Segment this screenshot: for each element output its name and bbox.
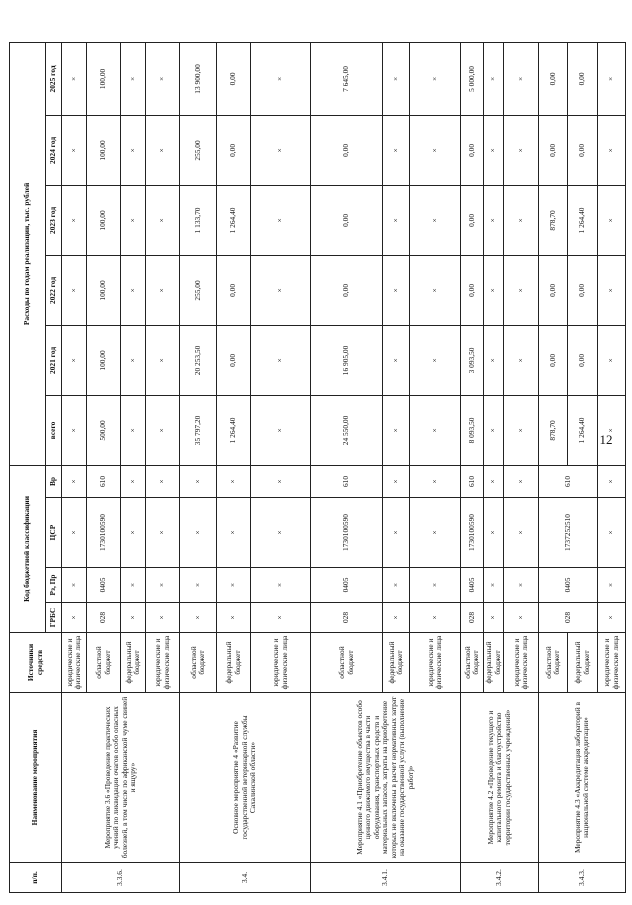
value-y2022: × bbox=[504, 255, 539, 325]
page-number: 12 bbox=[599, 432, 613, 447]
value-y2024: 0,00 bbox=[461, 115, 484, 185]
value-y2022: × bbox=[410, 255, 461, 325]
kbk-csr: 1730100590 bbox=[87, 498, 121, 568]
header-source: Источники средств bbox=[10, 633, 62, 693]
value-y2023: × bbox=[251, 185, 311, 255]
value-y2024: × bbox=[62, 115, 87, 185]
value-total: × bbox=[146, 395, 180, 465]
value-y2023: × bbox=[598, 185, 626, 255]
value-y2021: 0,00 bbox=[539, 325, 568, 395]
kbk-grbs: × bbox=[251, 603, 311, 633]
value-total: × bbox=[504, 395, 539, 465]
funding-source: юридические и физические лица bbox=[62, 633, 87, 693]
kbk-grbs: 028 bbox=[87, 603, 121, 633]
funding-source: юридические и физические лица bbox=[146, 633, 180, 693]
header-total: всего bbox=[46, 395, 62, 465]
table-row bbox=[311, 42, 383, 892]
value-y2022: 0,00 bbox=[311, 255, 383, 325]
value-total: 35 797,20 bbox=[180, 395, 217, 465]
kbk-vr: 610 bbox=[539, 465, 598, 497]
kbk-vr: × bbox=[504, 465, 539, 497]
value-y2023: 1 264,40 bbox=[568, 185, 598, 255]
kbk-rzpr: × bbox=[121, 568, 146, 603]
kbk-rzpr: × bbox=[484, 568, 504, 603]
value-y2022: × bbox=[484, 255, 504, 325]
kbk-grbs: × bbox=[484, 603, 504, 633]
kbk-rzpr: × bbox=[504, 568, 539, 603]
kbk-csr: × bbox=[383, 498, 410, 568]
kbk-grbs: 028 bbox=[311, 603, 383, 633]
kbk-vr: × bbox=[146, 465, 180, 497]
value-y2024: × bbox=[146, 115, 180, 185]
funding-source: федеральный бюджет bbox=[217, 633, 251, 693]
value-y2021: × bbox=[383, 325, 410, 395]
funding-source: федеральный бюджет bbox=[484, 633, 504, 693]
value-y2022: 100,00 bbox=[87, 255, 121, 325]
value-y2022: × bbox=[121, 255, 146, 325]
funding-source: юридические и физические лица bbox=[410, 633, 461, 693]
value-y2023: 100,00 bbox=[87, 185, 121, 255]
row-number: 3.4. bbox=[180, 863, 311, 893]
activity-name: Основное мероприятие 4 «Развитие государственной ветеринарной службы Сахалинской области» bbox=[180, 693, 311, 863]
activity-name: Мероприятие 3.6 «Проведение практических учений по ликвидации очагов особо опасных болезней, в том числе по африканской чуме свиней и ящуру» bbox=[62, 693, 180, 863]
value-y2021: 3 093,50 bbox=[461, 325, 484, 395]
header-2024: 2024 год bbox=[46, 115, 62, 185]
kbk-rzpr: × bbox=[383, 568, 410, 603]
table-row bbox=[539, 42, 568, 892]
value-y2025: × bbox=[146, 42, 180, 115]
funding-source: юридические и физические лица bbox=[598, 633, 626, 693]
value-y2021: × bbox=[504, 325, 539, 395]
rotated-table-area bbox=[9, 43, 621, 893]
table-row bbox=[62, 42, 87, 892]
value-y2023: × bbox=[410, 185, 461, 255]
header-2021: 2021 год bbox=[46, 325, 62, 395]
value-y2021: × bbox=[410, 325, 461, 395]
value-y2024: 255,00 bbox=[180, 115, 217, 185]
kbk-csr: × bbox=[62, 498, 87, 568]
value-y2022: × bbox=[146, 255, 180, 325]
value-y2022: 0,00 bbox=[217, 255, 251, 325]
value-y2023: 1 133,70 bbox=[180, 185, 217, 255]
row-number: 3.4.1. bbox=[311, 863, 461, 893]
kbk-rzpr: × bbox=[217, 568, 251, 603]
kbk-vr: 610 bbox=[461, 465, 484, 497]
kbk-grbs: × bbox=[180, 603, 217, 633]
kbk-rzpr: × bbox=[62, 568, 87, 603]
kbk-vr: × bbox=[484, 465, 504, 497]
kbk-csr: × bbox=[180, 498, 217, 568]
kbk-csr: × bbox=[484, 498, 504, 568]
funding-source: областной бюджет bbox=[539, 633, 568, 693]
value-y2025: × bbox=[484, 42, 504, 115]
kbk-csr: × bbox=[217, 498, 251, 568]
value-total: 500,00 bbox=[87, 395, 121, 465]
value-y2021: × bbox=[62, 325, 87, 395]
kbk-rzpr: 0405 bbox=[539, 568, 598, 603]
kbk-vr: × bbox=[251, 465, 311, 497]
value-y2025: 100,00 bbox=[87, 42, 121, 115]
value-y2024: × bbox=[383, 115, 410, 185]
header-2023: 2023 год bbox=[46, 185, 62, 255]
value-y2025: × bbox=[410, 42, 461, 115]
value-total: 878,70 bbox=[539, 395, 568, 465]
value-total: × bbox=[598, 395, 626, 465]
value-y2023: × bbox=[121, 185, 146, 255]
header-expenses: Расходы по годам реализации, тыс. рублей bbox=[10, 42, 46, 465]
header-kbk: Код бюджетной классификации bbox=[10, 465, 46, 632]
kbk-grbs: × bbox=[504, 603, 539, 633]
value-y2023: × bbox=[484, 185, 504, 255]
value-y2022: × bbox=[598, 255, 626, 325]
value-total: 24 550,00 bbox=[311, 395, 383, 465]
header-2025: 2025 год bbox=[46, 42, 62, 115]
kbk-grbs: × bbox=[62, 603, 87, 633]
header-pn: п/п. bbox=[10, 863, 62, 893]
kbk-grbs: 028 bbox=[539, 603, 598, 633]
kbk-rzpr: × bbox=[146, 568, 180, 603]
kbk-vr: × bbox=[598, 465, 626, 497]
table-row bbox=[180, 42, 217, 892]
value-y2024: 100,00 bbox=[87, 115, 121, 185]
value-y2023: × bbox=[504, 185, 539, 255]
value-y2025: × bbox=[62, 42, 87, 115]
funding-source: федеральный бюджет bbox=[121, 633, 146, 693]
kbk-csr: × bbox=[410, 498, 461, 568]
expense-table bbox=[9, 42, 626, 893]
row-number: 3.4.2. bbox=[461, 863, 539, 893]
header-csr: ЦСР bbox=[46, 498, 62, 568]
value-y2021: 0,00 bbox=[568, 325, 598, 395]
value-y2021: 0,00 bbox=[217, 325, 251, 395]
header-grbs: ГРБС bbox=[46, 603, 62, 633]
kbk-grbs: × bbox=[217, 603, 251, 633]
kbk-vr: 610 bbox=[87, 465, 121, 497]
funding-source: областной бюджет bbox=[461, 633, 484, 693]
value-y2022: × bbox=[383, 255, 410, 325]
kbk-vr: × bbox=[121, 465, 146, 497]
kbk-vr: × bbox=[217, 465, 251, 497]
value-y2025: 5 000,00 bbox=[461, 42, 484, 115]
kbk-vr: × bbox=[410, 465, 461, 497]
value-y2024: × bbox=[121, 115, 146, 185]
value-total: × bbox=[383, 395, 410, 465]
value-y2023: 878,70 bbox=[539, 185, 568, 255]
value-y2025: 0,00 bbox=[217, 42, 251, 115]
value-y2025: × bbox=[598, 42, 626, 115]
value-y2025: × bbox=[504, 42, 539, 115]
funding-source: федеральный бюджет bbox=[383, 633, 410, 693]
funding-source: областной бюджет bbox=[180, 633, 217, 693]
kbk-csr: 1730100590 bbox=[461, 498, 484, 568]
value-y2022: × bbox=[62, 255, 87, 325]
activity-name: Мероприятие 4.1 «Приобретение объектов особо ценного движимого имущества в части оборудования, транспортных средств и материальных запасов, затраты на приобретение которых не включены в расчет нормативных затрат на оказание государственной услуги (выполнение работ)» bbox=[311, 693, 461, 863]
row-number: 3.3.6. bbox=[62, 863, 180, 893]
value-y2022: 255,00 bbox=[180, 255, 217, 325]
value-y2021: × bbox=[146, 325, 180, 395]
value-y2024: × bbox=[410, 115, 461, 185]
value-total: 8 093,50 bbox=[461, 395, 484, 465]
value-y2021: × bbox=[484, 325, 504, 395]
funding-source: юридические и физические лица bbox=[504, 633, 539, 693]
kbk-csr: × bbox=[251, 498, 311, 568]
value-y2024: × bbox=[484, 115, 504, 185]
activity-name: Мероприятие 4.2 «Проведение текущего и капитального ремонта и благоустройство территории государственных учреждений» bbox=[461, 693, 539, 863]
kbk-grbs: 028 bbox=[461, 603, 484, 633]
value-y2024: 0,00 bbox=[568, 115, 598, 185]
value-y2023: × bbox=[62, 185, 87, 255]
value-y2022: 0,00 bbox=[568, 255, 598, 325]
header-2022: 2022 год bbox=[46, 255, 62, 325]
header-vr: Вр bbox=[46, 465, 62, 497]
kbk-grbs: × bbox=[383, 603, 410, 633]
value-total: 1 264,40 bbox=[568, 395, 598, 465]
value-y2025: 13 900,00 bbox=[180, 42, 217, 115]
kbk-grbs: × bbox=[146, 603, 180, 633]
value-total: × bbox=[62, 395, 87, 465]
value-y2025: × bbox=[121, 42, 146, 115]
value-y2023: 0,00 bbox=[311, 185, 383, 255]
kbk-vr: × bbox=[180, 465, 217, 497]
kbk-rzpr: × bbox=[251, 568, 311, 603]
kbk-csr: × bbox=[121, 498, 146, 568]
value-y2024: × bbox=[504, 115, 539, 185]
value-y2021: × bbox=[598, 325, 626, 395]
value-y2022: 0,00 bbox=[461, 255, 484, 325]
value-total: × bbox=[484, 395, 504, 465]
header-name: Наименование мероприятия bbox=[10, 693, 62, 863]
value-y2024: 0,00 bbox=[217, 115, 251, 185]
value-y2023: × bbox=[383, 185, 410, 255]
funding-source: областной бюджет bbox=[311, 633, 383, 693]
value-y2021: 20 253,50 bbox=[180, 325, 217, 395]
activity-name: Мероприятие 4.3 «Аккредитация лабораторий в национальной системе аккредитации» bbox=[539, 693, 626, 863]
kbk-rzpr: 0405 bbox=[461, 568, 484, 603]
row-number: 3.4.3. bbox=[539, 863, 626, 893]
value-y2025: × bbox=[383, 42, 410, 115]
kbk-vr: × bbox=[383, 465, 410, 497]
kbk-grbs: × bbox=[598, 603, 626, 633]
value-y2022: 0,00 bbox=[539, 255, 568, 325]
value-y2024: × bbox=[598, 115, 626, 185]
table-body bbox=[62, 42, 626, 892]
value-y2021: 100,00 bbox=[87, 325, 121, 395]
value-y2024: 0,00 bbox=[311, 115, 383, 185]
funding-source: областной бюджет bbox=[87, 633, 121, 693]
value-y2024: × bbox=[251, 115, 311, 185]
kbk-csr: × bbox=[504, 498, 539, 568]
kbk-rzpr: × bbox=[410, 568, 461, 603]
kbk-rzpr: 0405 bbox=[311, 568, 383, 603]
funding-source: юридические и физические лица bbox=[251, 633, 311, 693]
kbk-csr: × bbox=[598, 498, 626, 568]
table-row bbox=[461, 42, 484, 892]
kbk-csr: 1737252510 bbox=[539, 498, 598, 568]
value-y2024: 0,00 bbox=[539, 115, 568, 185]
value-y2022: × bbox=[251, 255, 311, 325]
value-y2025: 7 645,00 bbox=[311, 42, 383, 115]
value-y2021: × bbox=[121, 325, 146, 395]
kbk-rzpr: × bbox=[598, 568, 626, 603]
header-rzpr: Рз, Пр bbox=[46, 568, 62, 603]
kbk-vr: × bbox=[62, 465, 87, 497]
value-y2025: 0,00 bbox=[539, 42, 568, 115]
value-total: × bbox=[121, 395, 146, 465]
value-y2023: 1 264,40 bbox=[217, 185, 251, 255]
value-y2023: × bbox=[146, 185, 180, 255]
kbk-csr: × bbox=[146, 498, 180, 568]
value-total: × bbox=[251, 395, 311, 465]
value-total: × bbox=[410, 395, 461, 465]
value-y2023: 0,00 bbox=[461, 185, 484, 255]
kbk-rzpr: × bbox=[180, 568, 217, 603]
value-y2025: × bbox=[251, 42, 311, 115]
value-y2021: 16 905,00 bbox=[311, 325, 383, 395]
value-y2025: 0,00 bbox=[568, 42, 598, 115]
kbk-vr: 610 bbox=[311, 465, 383, 497]
kbk-csr: 1730100590 bbox=[311, 498, 383, 568]
kbk-grbs: × bbox=[121, 603, 146, 633]
kbk-grbs: × bbox=[410, 603, 461, 633]
value-y2021: × bbox=[251, 325, 311, 395]
kbk-rzpr: 0405 bbox=[87, 568, 121, 603]
funding-source: федеральный бюджет bbox=[568, 633, 598, 693]
value-total: 1 264,40 bbox=[217, 395, 251, 465]
